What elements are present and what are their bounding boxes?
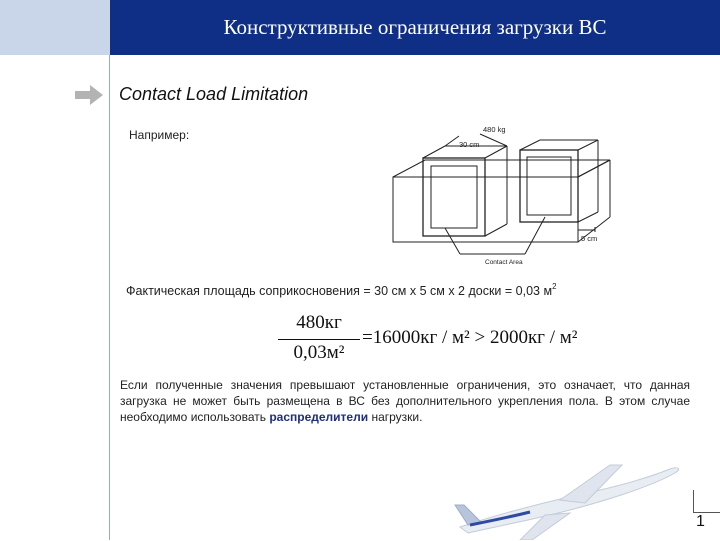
contact-area-label: Contact Area [485,259,523,266]
fraction-bar [278,339,360,340]
fact-sup: 2 [552,282,557,291]
formula-numerator: 480кг [296,312,342,333]
explanation-paragraph [120,377,690,425]
formula-rhs: =16000кг / м² > 2000кг / м² [362,327,578,348]
page-title: Конструктивные ограничения загрузки ВС [223,15,607,39]
page-number: 1 [696,513,705,530]
depth-label: 5 cm [581,234,598,243]
weight-label: 480 kg [483,125,506,134]
paragraph-text: Если полученные значения превышают установленные ограничения, это означает, что данная загрузка не может быть размещена в ВС без дополнительного укрепления пола. В этом случае необходимо использовать [120,378,690,424]
width-label: 30 cm [459,140,480,149]
header-accent [0,0,110,55]
contact-area-diagram [385,122,625,267]
fact-text: Фактическая площадь соприкосновения = 30 см х 5 см х 2 доски = 0,03 м [126,284,553,298]
distributors-term: распределители [269,410,369,424]
example-label: Например: [129,128,190,142]
airplane-image [450,455,685,540]
arrow-right-icon [75,85,105,105]
formula-denominator: 0,03м² [293,342,345,363]
section-subtitle: Contact Load Limitation [119,84,309,104]
left-divider [109,55,110,540]
paragraph-tail: нагрузки. [368,410,423,424]
fact-line [126,282,557,298]
